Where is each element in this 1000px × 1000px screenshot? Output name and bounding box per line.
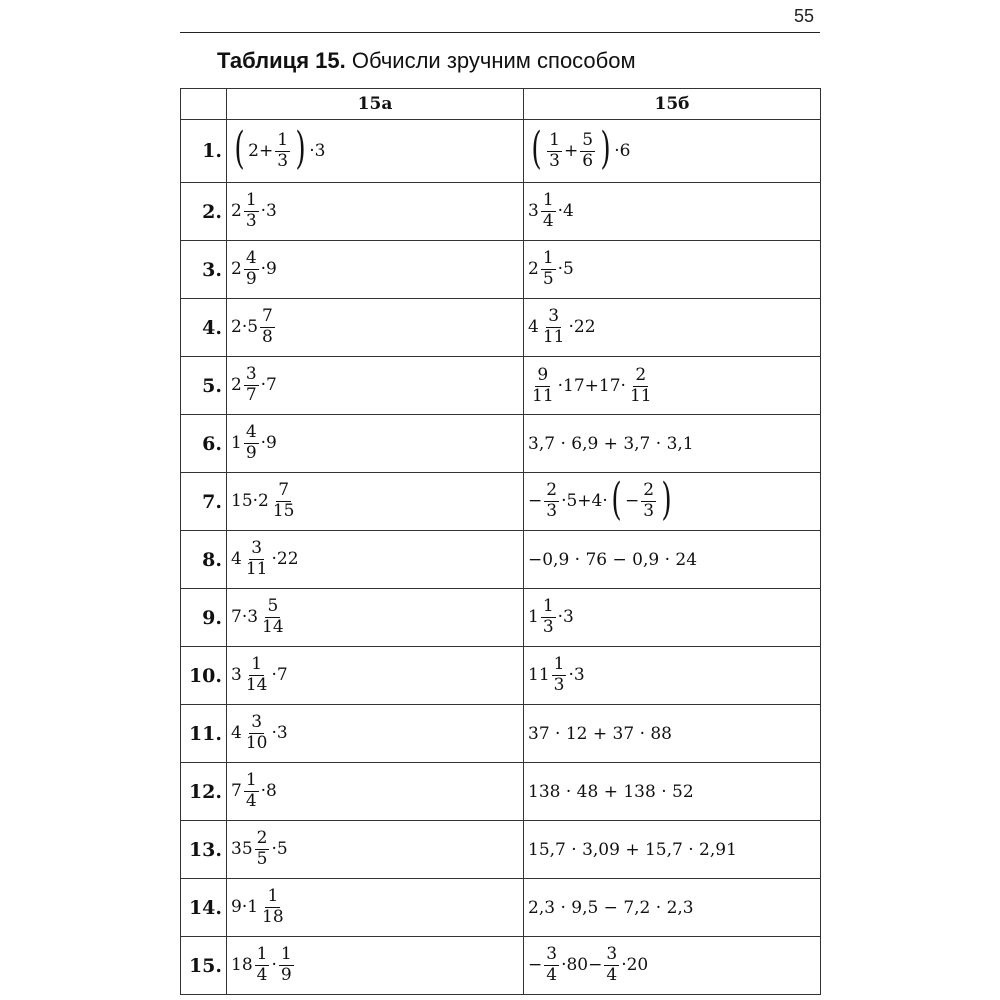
expression-text: 3 (231, 665, 242, 685)
fraction-numerator: 1 (277, 129, 289, 150)
page-number: 55 (793, 6, 814, 26)
fraction-numerator: 3 (546, 944, 558, 965)
fraction-denominator: 9 (245, 443, 257, 463)
math-expression (231, 830, 288, 869)
expression-text: − (624, 491, 640, 511)
fraction-numerator: 1 (245, 770, 257, 791)
math-expression (231, 192, 277, 231)
fraction-denominator: 14 (262, 617, 284, 637)
cell-15a (227, 937, 524, 995)
fraction (541, 192, 556, 231)
fraction-denominator: 9 (245, 269, 257, 289)
fraction-numerator: 9 (537, 365, 549, 386)
fraction (544, 482, 559, 521)
exercise-number: 14. (181, 879, 227, 937)
cell-15b (524, 183, 821, 241)
fraction (544, 946, 559, 985)
expression-text: ·7 (260, 375, 277, 395)
table-caption-label: Таблиця 15. (217, 48, 346, 73)
exercise-number: 6. (181, 415, 227, 473)
exercise-number: 11. (181, 705, 227, 763)
exercise-table (180, 88, 821, 995)
math-expression (528, 839, 737, 860)
table-row (181, 241, 821, 299)
fraction-denominator: 7 (245, 385, 257, 405)
cell-15b (524, 589, 821, 647)
exercise-number: 7. (181, 473, 227, 531)
cell-15b (524, 299, 821, 357)
expression-text: 7 (231, 781, 242, 801)
fraction-denominator: 18 (262, 907, 284, 927)
table-row (181, 821, 821, 879)
expression-text: ·8 (260, 781, 277, 801)
table-row (181, 763, 821, 821)
fraction-numerator: 1 (267, 886, 279, 907)
fraction-denominator: 4 (245, 791, 257, 811)
math-expression (231, 482, 299, 521)
expression-text: 18 (231, 955, 253, 975)
fraction-numerator: 7 (262, 306, 273, 327)
exercise-number: 15. (181, 937, 227, 995)
cell-15a (227, 241, 524, 299)
expression-text: ·6 (614, 140, 631, 161)
table-row (181, 647, 821, 705)
table-row (181, 415, 821, 473)
fraction-denominator: 4 (546, 965, 558, 985)
math-expression (528, 123, 631, 174)
fraction (244, 656, 270, 695)
fraction (244, 250, 259, 289)
math-expression (528, 656, 585, 695)
cell-15b (524, 531, 821, 589)
expression-text: −0,9 · 76 − 0,9 · 24 (528, 549, 698, 570)
math-expression (231, 123, 326, 174)
fraction-denominator: 14 (245, 675, 268, 695)
fraction-numerator: 1 (256, 944, 268, 965)
math-expression (528, 946, 648, 985)
expression-text: ·7 (271, 665, 288, 685)
fraction (530, 367, 556, 406)
fraction (244, 366, 259, 405)
fraction-numerator: 2 (256, 828, 268, 849)
table-row (181, 473, 821, 531)
math-expression (231, 250, 277, 289)
expression-text: ·3 (271, 723, 288, 743)
table-body (181, 120, 821, 995)
cell-15a (227, 879, 524, 937)
fraction (580, 129, 595, 171)
fraction-numerator: 1 (542, 190, 554, 211)
cell-15a (227, 357, 524, 415)
expression-text: ·5+4· (561, 491, 608, 511)
cell-15b (524, 120, 821, 183)
expression-text: ·20 (621, 955, 649, 975)
expression-text: 2 (231, 259, 242, 279)
fraction-denominator: 4 (256, 965, 268, 985)
expression-text: 1 (231, 433, 242, 453)
fraction (547, 129, 562, 171)
expression-text: 9·1 (231, 897, 259, 917)
fraction (244, 714, 270, 753)
table-row (181, 879, 821, 937)
header-rule (180, 32, 820, 33)
cell-15a (227, 647, 524, 705)
cell-15b (524, 821, 821, 879)
math-expression (528, 549, 698, 570)
fraction (541, 308, 567, 347)
table-row (181, 589, 821, 647)
table-row (181, 299, 821, 357)
cell-15a (227, 589, 524, 647)
math-expression (528, 781, 694, 802)
exercise-number: 2. (181, 183, 227, 241)
fraction-numerator: 2 (643, 480, 655, 501)
expression-text: ·17+17· (557, 376, 626, 396)
cell-15a (227, 183, 524, 241)
fraction-denominator: 3 (277, 150, 289, 171)
fraction-denominator: 4 (542, 211, 554, 231)
fraction (271, 482, 297, 521)
fraction-denominator: 11 (542, 327, 565, 347)
math-expression (231, 366, 277, 405)
fraction-denominator: 3 (245, 211, 257, 231)
fraction (244, 772, 259, 811)
expression-text: 2 (528, 259, 539, 279)
fraction-numerator: 7 (278, 480, 290, 501)
expression-text: ·9 (260, 259, 277, 279)
fraction-denominator: 3 (546, 501, 558, 521)
fraction (604, 946, 619, 985)
parenthesis: ( (611, 473, 622, 525)
fraction-denominator: 5 (256, 849, 268, 869)
fraction (275, 129, 290, 171)
fraction-denominator: 11 (532, 386, 554, 406)
expression-text: 2·5 (231, 317, 259, 337)
fraction-numerator: 2 (546, 480, 558, 501)
table-row (181, 120, 821, 183)
table-header-row (181, 89, 821, 120)
expression-text: − (528, 955, 543, 975)
exercise-number: 3. (181, 241, 227, 299)
fraction (260, 888, 286, 927)
expression-text: ·3 (309, 140, 326, 161)
math-expression (528, 192, 574, 231)
fraction-denominator: 8 (262, 327, 273, 347)
parenthesis: ( (234, 123, 245, 174)
fraction-numerator: 4 (245, 422, 257, 443)
cell-15b (524, 705, 821, 763)
math-expression (231, 308, 277, 347)
cell-15b (524, 763, 821, 821)
expression-text: 37 · 12 + 37 · 88 (528, 723, 673, 744)
math-expression (231, 888, 288, 927)
cell-15a (227, 120, 524, 183)
header-number-cell (181, 89, 227, 120)
math-expression (528, 473, 675, 525)
expression-text: 2,3 · 9,5 − 7,2 · 2,3 (528, 897, 694, 918)
math-expression (528, 433, 694, 454)
cell-15a (227, 705, 524, 763)
expression-text: 3 (528, 201, 539, 221)
expression-text: 15·2 (231, 491, 269, 511)
fraction-numerator: 3 (251, 712, 263, 733)
math-expression (231, 656, 288, 695)
fraction-numerator: 1 (542, 248, 554, 269)
fraction (279, 946, 294, 985)
fraction-numerator: 5 (582, 129, 594, 150)
expression-text: 2+ (248, 140, 274, 161)
math-expression (231, 598, 288, 637)
cell-15a (227, 531, 524, 589)
fraction-numerator: 1 (245, 190, 257, 211)
fraction-numerator: 3 (606, 944, 618, 965)
table-row (181, 531, 821, 589)
parenthesis: ) (295, 123, 306, 174)
math-expression (231, 714, 288, 753)
fraction (244, 192, 259, 231)
cell-15b (524, 647, 821, 705)
page-title (217, 48, 636, 74)
math-expression (528, 367, 656, 406)
fraction (260, 598, 286, 637)
expression-text: ·22 (271, 549, 299, 569)
expression-text: ·3 (260, 201, 277, 221)
table-row (181, 357, 821, 415)
fraction-denominator: 3 (549, 150, 560, 171)
fraction-denominator: 3 (553, 675, 565, 695)
exercise-number: 12. (181, 763, 227, 821)
expression-text: · (271, 955, 277, 975)
expression-text: 4 (231, 549, 242, 569)
exercise-number: 4. (181, 299, 227, 357)
parenthesis: ) (600, 123, 611, 174)
expression-text: 35 (231, 839, 253, 859)
fraction-numerator: 1 (251, 654, 263, 675)
table-caption-text: Обчисли зручним способом (345, 48, 636, 73)
fraction-denominator: 15 (272, 501, 295, 521)
fraction-denominator: 3 (542, 617, 554, 637)
fraction-numerator: 3 (251, 538, 263, 559)
exercise-number: 13. (181, 821, 227, 879)
expression-text: 15,7 · 3,09 + 15,7 · 2,91 (528, 839, 737, 860)
exercise-number: 10. (181, 647, 227, 705)
math-expression (231, 946, 296, 985)
fraction (641, 482, 656, 521)
expression-text: ·80− (561, 955, 603, 975)
expression-text: 2 (231, 375, 242, 395)
fraction-denominator: 5 (542, 269, 554, 289)
math-expression (528, 250, 574, 289)
fraction-numerator: 3 (548, 306, 560, 327)
header-column-15b: 15б (524, 89, 821, 120)
fraction-denominator: 3 (643, 501, 655, 521)
math-expression (231, 540, 299, 579)
cell-15b (524, 415, 821, 473)
cell-15b (524, 937, 821, 995)
fraction (244, 540, 270, 579)
math-expression (231, 424, 277, 463)
math-expression (528, 598, 574, 637)
expression-text: ·3 (557, 607, 574, 627)
cell-15a (227, 473, 524, 531)
fraction-numerator: 1 (280, 944, 292, 965)
exercise-number: 1. (181, 120, 227, 183)
cell-15a (227, 415, 524, 473)
cell-15b (524, 473, 821, 531)
expression-text: 4 (528, 317, 539, 337)
table-row (181, 937, 821, 995)
expression-text: 1 (528, 607, 539, 627)
fraction-numerator: 5 (267, 596, 279, 617)
fraction-denominator: 11 (629, 386, 652, 406)
exercise-number: 9. (181, 589, 227, 647)
fraction-denominator: 11 (245, 559, 268, 579)
cell-15b (524, 879, 821, 937)
expression-text: 11 (528, 665, 550, 685)
exercise-number: 8. (181, 531, 227, 589)
math-expression (231, 772, 277, 811)
fraction (552, 656, 567, 695)
expression-text: 3,7 · 6,9 + 3,7 · 3,1 (528, 433, 694, 454)
cell-15b (524, 241, 821, 299)
expression-text: ·5 (271, 839, 288, 859)
cell-15a (227, 299, 524, 357)
table-row (181, 705, 821, 763)
parenthesis: ) (661, 473, 672, 525)
fraction (255, 830, 270, 869)
expression-text: ·3 (568, 665, 585, 685)
fraction (244, 424, 259, 463)
header-column-15a: 15а (227, 89, 524, 120)
expression-text: ·9 (260, 433, 277, 453)
fraction (541, 598, 556, 637)
fraction (628, 367, 654, 406)
fraction (260, 308, 275, 347)
fraction (255, 946, 270, 985)
parenthesis: ( (531, 123, 542, 174)
expression-text: ·5 (557, 259, 574, 279)
fraction-numerator: 4 (245, 248, 257, 269)
cell-15b (524, 357, 821, 415)
expression-text: ·4 (557, 201, 574, 221)
cell-15a (227, 821, 524, 879)
expression-text: + (564, 140, 579, 161)
fraction-numerator: 2 (635, 365, 647, 386)
fraction-numerator: 1 (542, 596, 554, 617)
fraction-denominator: 4 (606, 965, 618, 985)
expression-text: 7·3 (231, 607, 259, 627)
fraction-numerator: 1 (553, 654, 565, 675)
math-expression (528, 308, 596, 347)
table-row (181, 183, 821, 241)
math-expression (528, 723, 673, 744)
expression-text: ·22 (568, 317, 596, 337)
fraction-denominator: 10 (245, 733, 268, 753)
fraction (541, 250, 556, 289)
expression-text: − (528, 491, 543, 511)
expression-text: 2 (231, 201, 242, 221)
exercise-number: 5. (181, 357, 227, 415)
expression-text: 138 · 48 + 138 · 52 (528, 781, 694, 802)
fraction-denominator: 9 (280, 965, 292, 985)
fraction-numerator: 1 (549, 129, 560, 150)
math-expression (528, 897, 694, 918)
expression-text: 4 (231, 723, 242, 743)
fraction-denominator: 6 (582, 150, 594, 171)
cell-15a (227, 763, 524, 821)
fraction-numerator: 3 (245, 364, 257, 385)
